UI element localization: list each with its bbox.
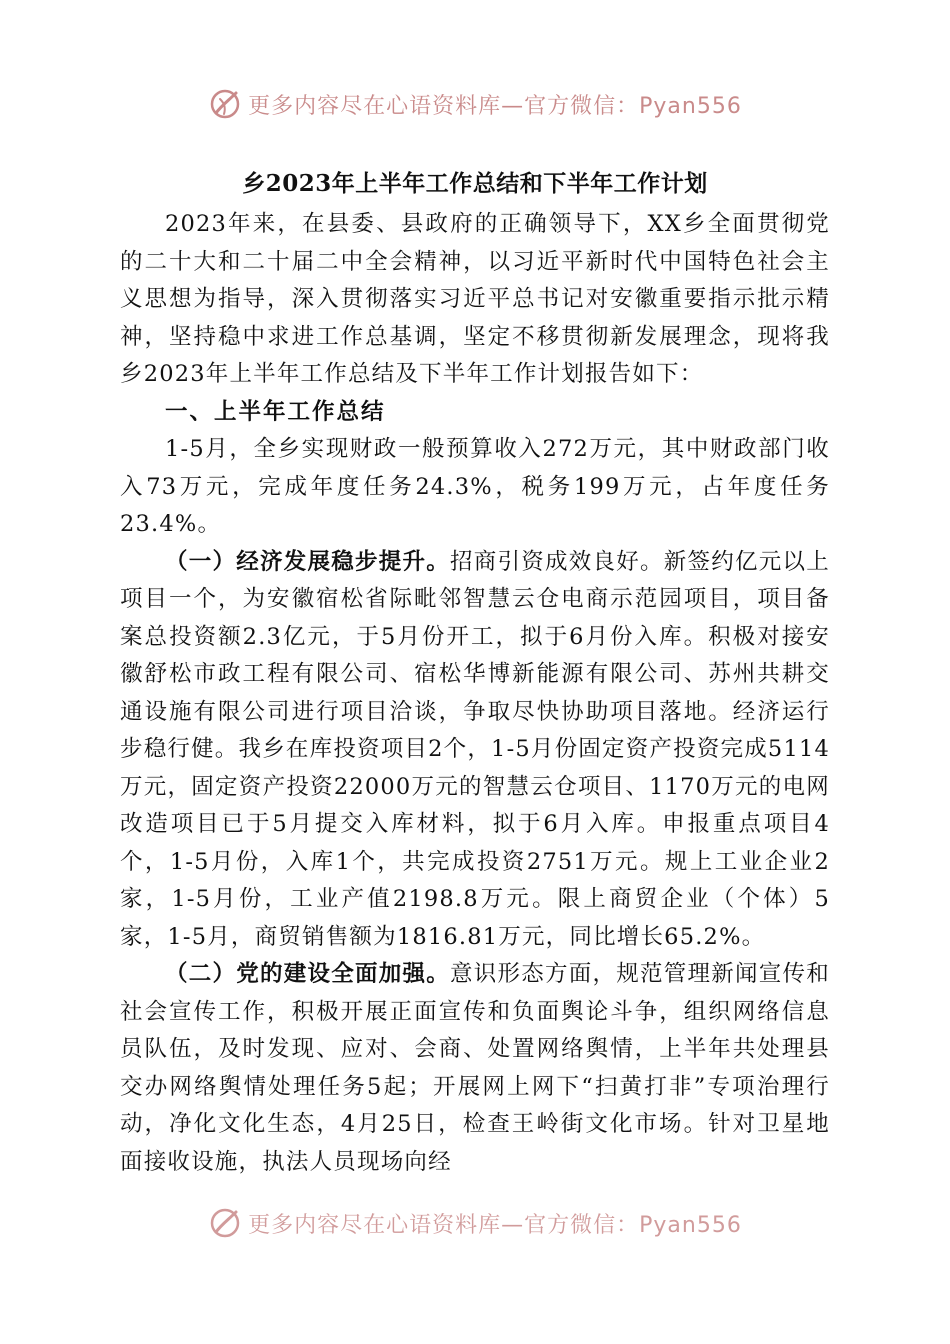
watermark-footer: [0, 1206, 950, 1240]
intro-paragraph: 2023年来，在县委、县政府的正确领导下，XX乡全面贯彻党的二十大和二十届二中全会精神，以习近平新时代中国特色社会主义思想为指导，深入贯彻落实习近平总书记对安徽重要指示批示精神，坚持稳中求进工作总基调，坚定不移贯彻新发展理念，现将我乡2023年上半年工作总结及下半年工作计划报告如下：: [120, 211, 830, 387]
economy-paragraph: [120, 544, 830, 957]
watermark-logo-icon: [208, 87, 242, 121]
party-paragraph: [120, 956, 830, 1181]
section-heading: 一、上半年工作总结: [165, 398, 386, 425]
economy-body: 招商引资成效良好。新签约亿元以上项目一个，为安徽宿松省际毗邻智慧云仓电商示范园项目，项目备案总投资额2.3亿元，于5月份开工，拟于6月份入库。积极对接安徽舒松市政工程有限公司、宿松华博新能源有限公司、苏州共耕交通设施有限公司进行项目洽谈，争取尽快协助项目落地。经济运行步稳行健。我乡在库投资项目2个，1-5月份固定资产投资完成5114万元，固定资产投资22000万元的智慧云仓项目、1170万元的电网改造项目已于5月提交入库材料，拟于6月入库。申报重点项目4个，1-5月份，入库1个，共完成投资2751万元。规上工业企业2家，1-5月份，工业产值2198.8万元。限上商贸企业（个体）5家，1-5月，商贸销售额为1816.81万元，同比增长65.2%。: [120, 548, 831, 950]
document-body: [120, 164, 830, 1181]
party-body: 意识形态方面，规范管理新闻宣传和社会宣传工作，积极开展正面宣传和负面舆论斗争，组织网络信息员队伍，及时发现、应对、会商、处置网络舆情，上半年共处理县交办网络舆情处理任务5起；开展网上网下“扫黄打非”专项治理行动，净化文化生态，4月25日，检查王岭街文化市场。针对卫星地面接收设施，执法人员现场向经: [120, 961, 831, 1175]
finance-paragraph: 1-5月，全乡实现财政一般预算收入272万元，其中财政部门收入73万元，完成年度任务24.3%，税务199万元，占年度任务23.4%。: [120, 436, 830, 537]
document-title: 乡2023年上半年工作总结和下半年工作计划: [242, 170, 708, 197]
watermark-footer-text: 更多内容尽在心语资料库—官方微信：Pyan556: [248, 1212, 742, 1238]
watermark-header: [0, 84, 950, 124]
watermark-footer-logo-icon: [208, 1206, 242, 1240]
watermark-text: 更多内容尽在心语资料库—官方微信：Pyan556: [248, 93, 742, 119]
party-lead: （二）党的建设全面加强。: [165, 961, 451, 987]
economy-lead: （一）经济发展稳步提升。: [165, 548, 451, 575]
